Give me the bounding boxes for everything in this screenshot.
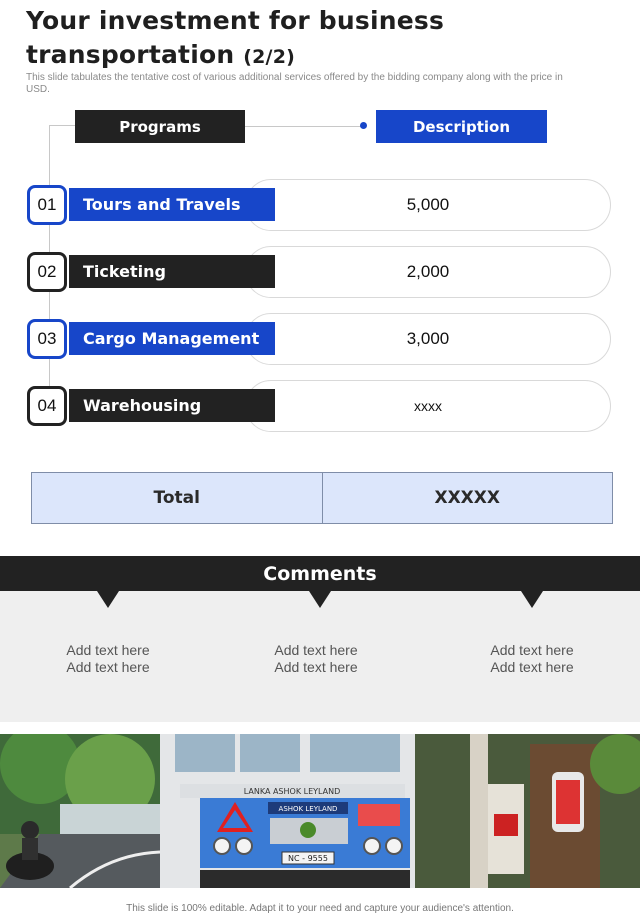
row-value: 5,000 <box>406 195 450 214</box>
row-number: 02 <box>27 252 67 292</box>
page-subtitle: This slide tabulates the tentative cost of various additional services offered by the bidding company along with the price in USD. <box>26 72 563 95</box>
comment-line: Add text here <box>66 659 150 675</box>
pointer-icon <box>97 591 119 608</box>
title-part: (2/2) <box>243 46 295 68</box>
row-label: Ticketing <box>69 255 275 288</box>
total-label: Total <box>153 488 200 508</box>
programs-header: Programs <box>75 110 245 143</box>
footer-note: This slide is 100% editable. Adapt it to your need and capture your audience's attention. <box>126 903 514 914</box>
pointer-icon <box>309 591 331 608</box>
comment-line: Add text here <box>66 642 150 658</box>
row-value: xxxx <box>414 398 442 414</box>
page-title <box>26 4 586 74</box>
bus-brand-text: ASHOK LEYLAND <box>278 805 338 813</box>
row-number: 03 <box>27 319 67 359</box>
comments-heading: Comments <box>0 556 640 591</box>
connector-dot <box>360 122 367 129</box>
total-row <box>31 472 613 524</box>
table-row <box>0 246 640 298</box>
comment-line: Add text here <box>490 642 574 658</box>
row-value: 3,000 <box>406 329 450 348</box>
license-plate: NC - 9555 <box>288 854 328 863</box>
comment-line: Add text here <box>490 659 574 675</box>
comment-text <box>236 642 396 676</box>
title-line-2: transportation <box>26 40 235 69</box>
pointer-icon <box>521 591 543 608</box>
connector-line <box>49 125 77 126</box>
row-number: 01 <box>27 185 67 225</box>
bus-photo <box>0 734 640 888</box>
row-number: 04 <box>27 386 67 426</box>
comment-text <box>28 642 188 676</box>
comment-text <box>452 642 612 676</box>
total-value: XXXXX <box>322 473 613 523</box>
table-row <box>0 313 640 365</box>
row-label: Tours and Travels <box>69 188 275 221</box>
table-row <box>0 179 640 231</box>
comment-line: Add text here <box>274 642 358 658</box>
connector-line <box>245 126 363 127</box>
row-value: 2,000 <box>406 262 450 281</box>
table-row <box>0 380 640 432</box>
comment-line: Add text here <box>274 659 358 675</box>
title-line-1: Your investment for business <box>26 6 445 35</box>
bus-photo-illustration <box>0 734 640 888</box>
row-label: Warehousing <box>69 389 275 422</box>
description-header: Description <box>376 110 547 143</box>
bus-sign-text: LANKA ASHOK LEYLAND <box>243 787 341 796</box>
row-label: Cargo Management <box>69 322 275 355</box>
